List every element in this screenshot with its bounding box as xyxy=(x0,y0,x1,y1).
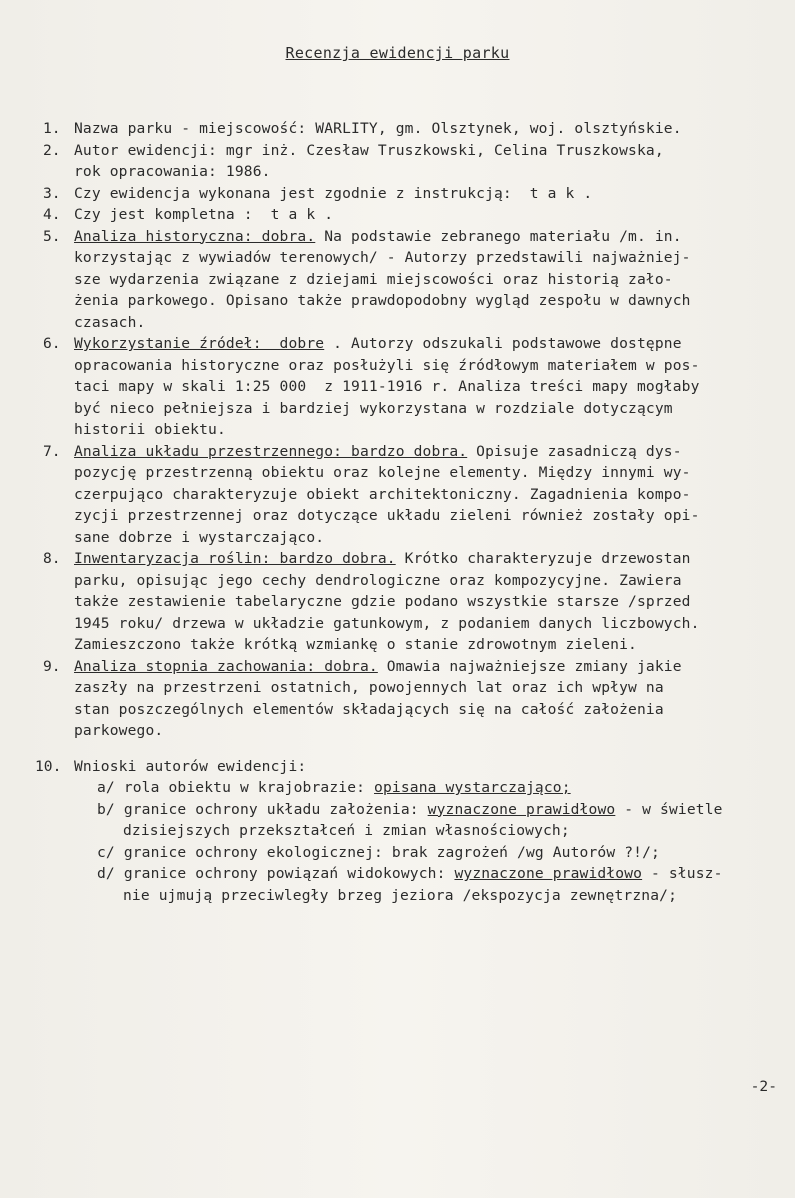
item-text-line: zaszły na przestrzeni ostatnich, powojennych lat oraz ich wpływ na xyxy=(74,679,664,696)
item-first-line xyxy=(0,548,795,570)
item-text-line: pozycję przestrzenną obiektu oraz kolejne elementy. Między innymi wy- xyxy=(74,464,691,481)
item-number: 2. xyxy=(43,141,61,159)
item-text-line: czasach. xyxy=(74,313,146,331)
item-text: . Autorzy odszukali podstawowe dostępne xyxy=(324,335,682,352)
item-number: 3. xyxy=(43,184,61,202)
conclusion-label: a/ xyxy=(97,779,124,796)
conclusion-text: granice ochrony układu założenia: xyxy=(123,800,428,818)
item-text-line: Nazwa parku - miejscowość: WARLITY, gm. Olsztynek, woj. olsztyńskie. xyxy=(74,120,682,137)
item-first-line xyxy=(0,226,795,248)
item-number: 9. xyxy=(43,657,61,675)
conclusion-label: d/ xyxy=(97,865,124,882)
item-number: 5. xyxy=(43,227,61,245)
conclusion-label: b/ xyxy=(97,800,124,818)
item-text-line: sze wydarzenia związane z dziejami miejscowości oraz historią zało- xyxy=(74,270,673,288)
item-text-line: sane dobrze i wystarczająco. xyxy=(74,528,325,546)
item-text-line: opracowania historyczne oraz posłużyli się źródłowym materiałem w pos- xyxy=(74,356,700,374)
item-number: 7. xyxy=(43,442,61,460)
conclusion-text: granice ochrony ekologicznej: brak zagrożeń /wg Autorów ?!/; xyxy=(123,843,660,861)
list-item-10 xyxy=(0,756,795,907)
item-text-line: Zamieszczono także krótką wzmiankę o stanie zdrowotnym zieleni. xyxy=(74,636,637,653)
item-text-line: żenia parkowego. Opisano także prawdopodobny wygląd zespołu w dawnych xyxy=(74,292,691,309)
conclusion-item xyxy=(0,777,795,799)
list-item-4 xyxy=(0,204,795,226)
list-item-8 xyxy=(0,548,795,656)
conclusion-text: - w świetle xyxy=(615,800,723,818)
list-item-7 xyxy=(0,441,795,549)
item-number: 6. xyxy=(43,335,61,352)
item-text-line: parku, opisując jego cechy dendrologiczne oraz kompozycyjne. Zawiera xyxy=(74,571,682,589)
spacer xyxy=(0,742,795,756)
conclusions-list xyxy=(0,777,795,906)
conclusion-verdict: wyznaczone prawidłowo xyxy=(454,865,643,882)
conclusion-item xyxy=(0,842,795,864)
review-body xyxy=(0,118,795,906)
section-heading: Inwentaryzacja roślin: bardzo dobra. xyxy=(74,550,396,567)
item-text: Na podstawie zebranego materiału /m. in. xyxy=(315,227,682,245)
conclusion-label: c/ xyxy=(97,843,124,861)
item-text-line: 1945 roku/ drzewa w układzie gatunkowym, z podaniem danych liczbowych. xyxy=(74,614,700,632)
item-text-line: parkowego. xyxy=(74,722,164,739)
conclusion-verdict: wyznaczone prawidłowo xyxy=(427,800,616,818)
page-number: -2- xyxy=(750,1078,777,1095)
conclusion-continuation: dzisiejszych przekształceń i zmian własnościowych; xyxy=(123,822,570,839)
conclusion-item xyxy=(0,863,795,885)
item-text-line: Autor ewidencji: mgr inż. Czesław Truszkowski, Celina Truszkowska, xyxy=(74,141,664,159)
item-text-line: Czy jest kompletna : t a k . xyxy=(74,206,334,223)
item-text-line: być nieco pełniejsza i bardziej wykorzystana w rozdziale dotyczącym xyxy=(74,399,673,417)
list-item-3 xyxy=(0,183,795,205)
item-text: Krótko charakteryzuje drzewostan xyxy=(395,550,691,567)
list-item-1 xyxy=(0,118,795,140)
conclusion-item xyxy=(0,799,795,821)
item-text-line: taci mapy w skali 1:25 000 z 1911-1916 r. Analiza treści mapy mogłaby xyxy=(74,378,700,395)
item-text-line: rok opracowania: 1986. xyxy=(74,163,271,180)
section-heading: Analiza historyczna: dobra. xyxy=(74,227,316,245)
page-title: Recenzja ewidencji parku xyxy=(285,44,510,62)
item-number: 4. xyxy=(43,206,61,223)
section-heading: Analiza układu przestrzennego: bardzo dobra. xyxy=(74,442,468,460)
item-first-line xyxy=(0,333,795,355)
section-heading: Wykorzystanie źródeł: dobre xyxy=(74,335,325,352)
item-text: Omawia najważniejsze zmiany jakie xyxy=(377,657,682,675)
item-text-line: czerpująco charakteryzuje obiekt architektoniczny. Zagadnienia kompo- xyxy=(74,485,691,503)
conclusion-text: - słusz- xyxy=(642,865,723,882)
list-item-9 xyxy=(0,656,795,742)
item-text-line: korzystając z wywiadów terenowych/ - Autorzy przedstawili najważniej- xyxy=(74,249,691,266)
conclusion-continuation: nie ujmują przeciwległy brzeg jeziora /ekspozycja zewnętrzna/; xyxy=(123,886,678,904)
numbered-list xyxy=(0,118,795,742)
item-number: 10. xyxy=(35,757,62,775)
item-number: 8. xyxy=(43,550,61,567)
item-text-line: także zestawienie tabelaryczne gdzie podano wszystkie starsze /sprzed xyxy=(74,593,691,610)
item-text: Opisuje zasadniczą dys- xyxy=(467,442,682,460)
conclusion-text: granice ochrony powiązań widokowych: xyxy=(123,865,455,882)
item-first-line xyxy=(0,441,795,463)
item-first-line xyxy=(0,656,795,678)
list-item-6 xyxy=(0,333,795,441)
item-text-line: stan poszczególnych elementów składających się na całość założenia xyxy=(74,700,664,718)
conclusion-text: rola obiektu w krajobrazie: xyxy=(123,779,375,796)
section-heading: Analiza stopnia zachowania: dobra. xyxy=(74,657,378,675)
list-item-2 xyxy=(0,140,795,183)
list-item-5 xyxy=(0,226,795,334)
item-text-line: zycji przestrzennej oraz dotyczące układu zieleni również zostały opi- xyxy=(74,507,700,524)
conclusion-verdict: opisana wystarczająco; xyxy=(374,779,571,796)
item-text-line: historii obiektu. xyxy=(74,421,226,438)
item-text-line: Czy ewidencja wykonana jest zgodnie z instrukcją: t a k . xyxy=(74,184,593,202)
item-number: 1. xyxy=(43,120,61,137)
item-heading: Wnioski autorów ewidencji: xyxy=(74,757,307,775)
